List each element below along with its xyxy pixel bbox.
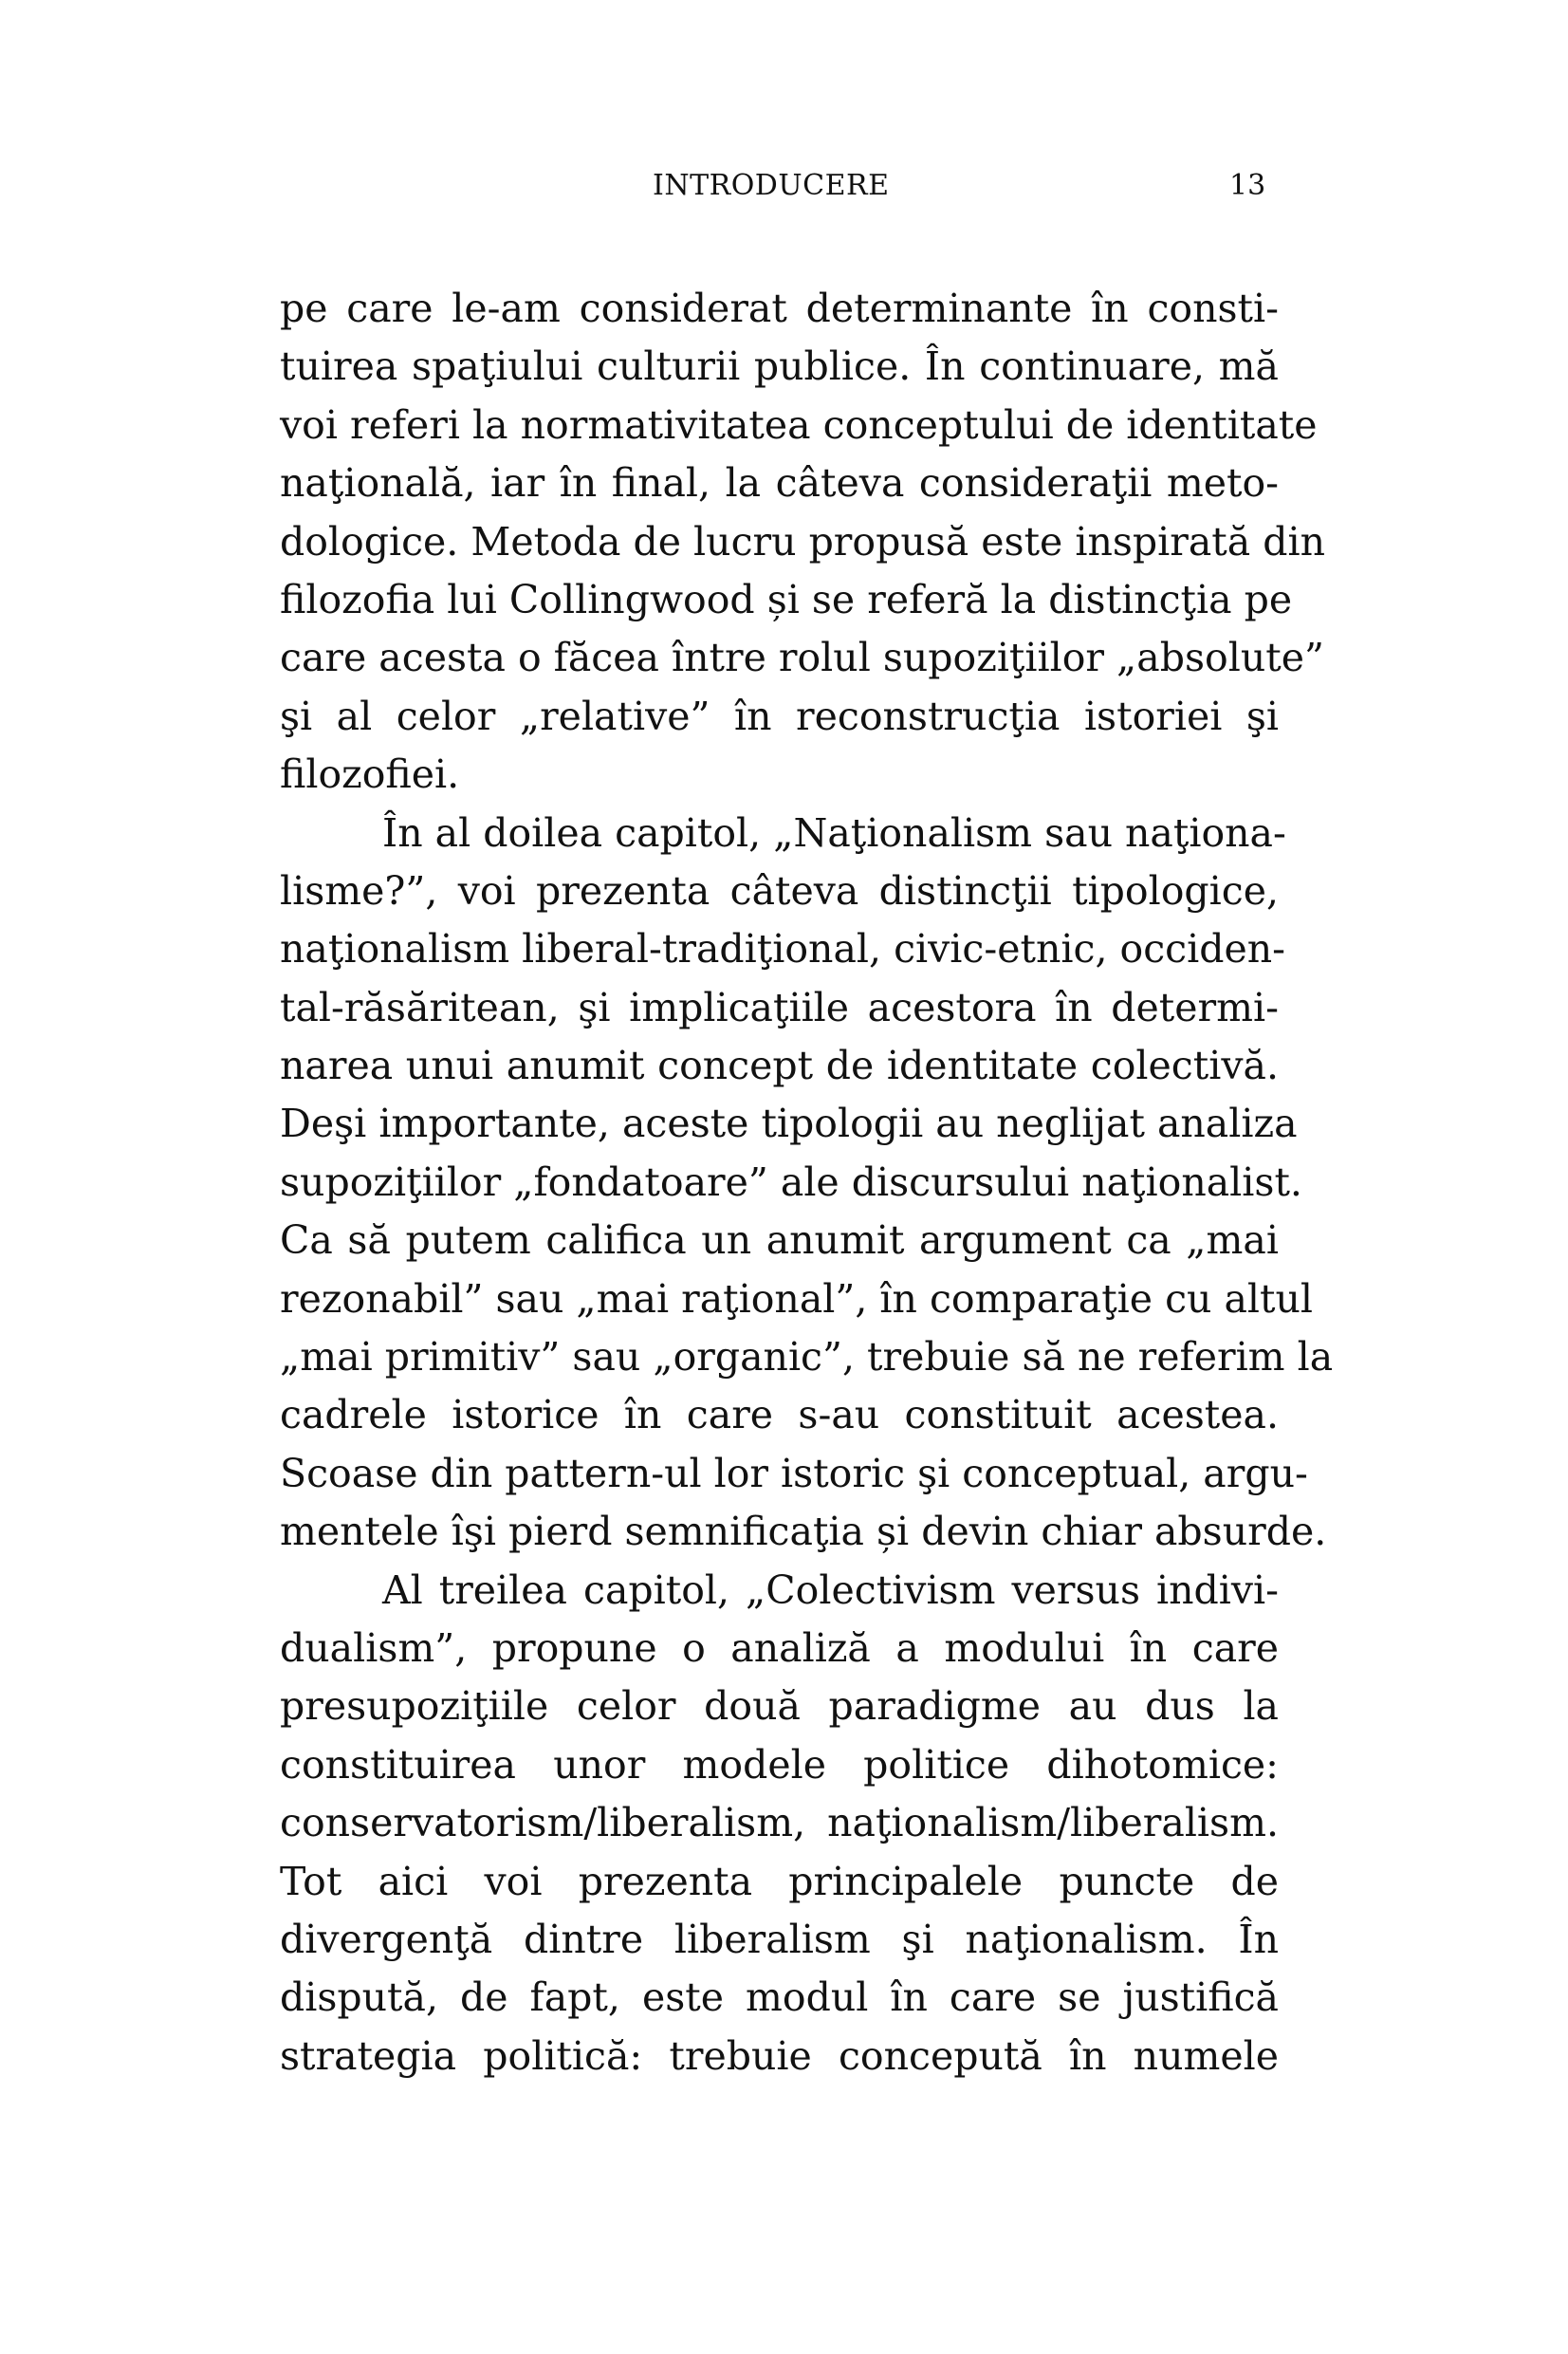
text-line: constituirea unor modele politice dihotomice: <box>280 1741 1279 1788</box>
text-line: supoziţiilor „fondatoare” ale discursului naţionalist. <box>280 1158 1302 1205</box>
text-line: Scoase din pattern-ul lor istoric şi conceptual, argu- <box>280 1450 1308 1496</box>
text-line: Deşi importante, aceste tipologii au neglijat analiza <box>280 1101 1298 1147</box>
text-line: dualism”, propune o analiză a modului în care <box>280 1624 1279 1671</box>
text-line: Ca să putem califica un anumit argument ca „mai <box>280 1217 1279 1264</box>
text-line: În al doilea capitol, „Naţionalism sau naţiona- <box>382 809 1286 856</box>
running-title: INTRODUCERE <box>653 169 890 202</box>
text-line: naţională, iar în final, la câteva consideraţii meto- <box>280 460 1279 507</box>
text-line: dispută, de fapt, este modul în care se justifică <box>280 1974 1279 2021</box>
text-line: şi al celor „relative” în reconstrucţia istoriei şi <box>280 693 1279 739</box>
page-number: 13 <box>1229 169 1266 202</box>
text-line: presupoziţiile celor două paradigme au dus la <box>280 1683 1279 1730</box>
text-line: Tot aici voi prezenta principalele puncte de <box>280 1858 1279 1904</box>
text-line: tal-răsăritean, şi implicaţiile acestora în determi- <box>280 984 1279 1030</box>
text-line: strategia politică: trebuie concepută în numele <box>280 2032 1279 2079</box>
text-line: filozofiei. <box>280 751 460 798</box>
text-line: cadrele istorice în care s-au constituit acestea. <box>280 1392 1279 1438</box>
text-line: dologice. Metoda de lucru propusă este inspirată din <box>280 518 1326 565</box>
text-line: naţionalism liberal-tradiţional, civic-etnic, occiden- <box>280 926 1286 973</box>
text-line: mentele îşi pierd semnificaţia și devin chiar absurde. <box>280 1509 1327 1555</box>
text-line: lisme?”, voi prezenta câteva distincţii tipologice, <box>280 867 1279 914</box>
body-text <box>280 280 1334 2085</box>
text-line: care acesta o făcea între rolul supoziţiilor „absolute” <box>280 635 1324 681</box>
text-line: rezonabil” sau „mai raţional”, în comparaţie cu altul <box>280 1275 1314 1322</box>
text-line: conservatorism/liberalism, naţionalism/liberalism. <box>280 1800 1279 1846</box>
text-line: tuirea spaţiului culturii publice. În continuare, mă <box>280 343 1279 390</box>
running-header <box>0 169 1568 216</box>
text-line: narea unui anumit concept de identitate colectivă. <box>280 1043 1279 1089</box>
text-line: divergenţă dintre liberalism şi naţionalism. În <box>280 1916 1279 1962</box>
text-line: „mai primitiv” sau „organic”, trebuie să ne referim la <box>280 1334 1334 1381</box>
text-line: filozofia lui Collingwood și se referă la distincţia pe <box>280 576 1293 622</box>
text-line: Al treilea capitol, „Colectivism versus indivi- <box>382 1566 1279 1613</box>
text-line: pe care le-am considerat determinante în consti- <box>280 286 1279 331</box>
text-line: voi referi la normativitatea conceptului de identitate <box>280 401 1318 448</box>
